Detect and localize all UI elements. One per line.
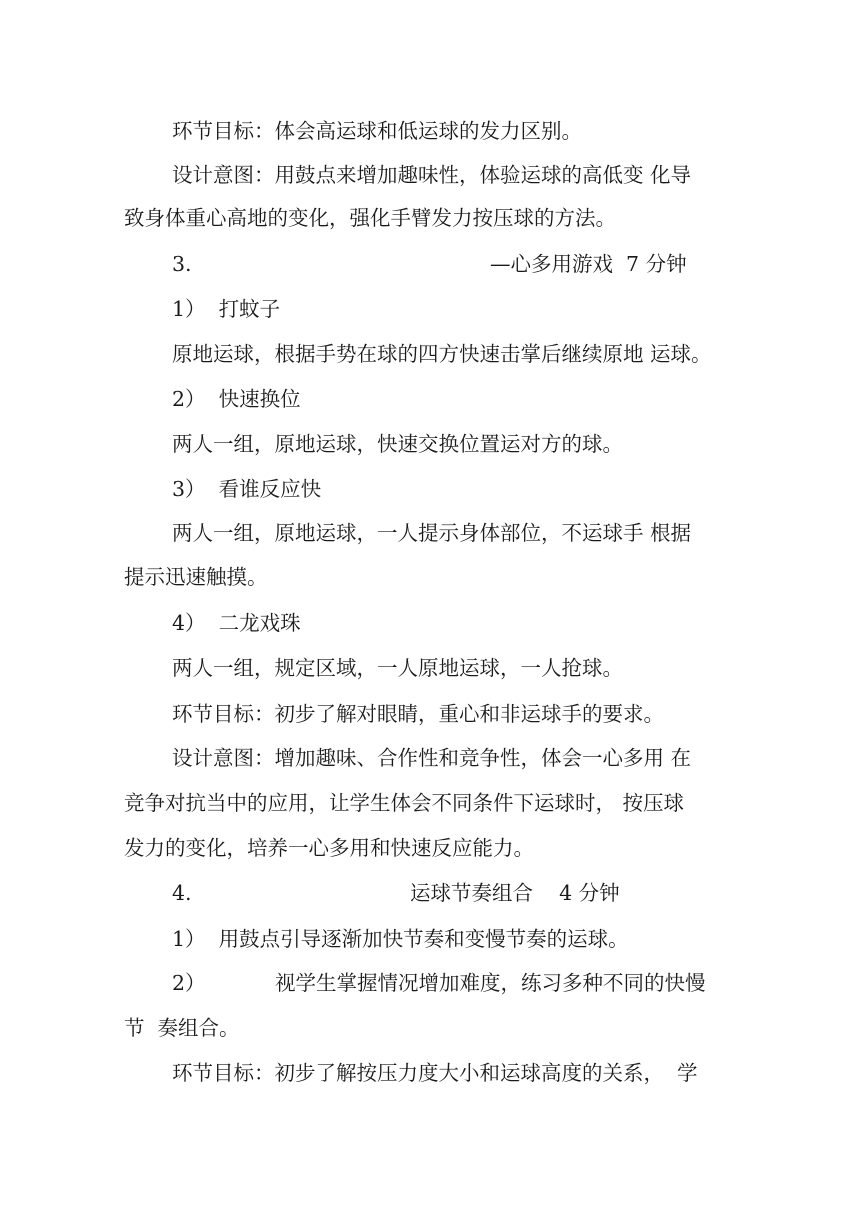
paragraph-line: 节 奏组合。 <box>124 1016 240 1040</box>
paragraph-line: 环节目标：初步了解按压力度大小和运球高度的关系， 学 <box>172 1061 698 1085</box>
paragraph-line: 环节目标：初步了解对眼睛，重心和非运球手的要求。 <box>172 702 664 726</box>
paragraph-line: 设计意图：增加趣味、合作性和竞争性，体会一心多用 在 <box>172 746 692 770</box>
paragraph-line: 设计意图：用鼓点来增加趣味性，体验运球的高低变 化导 <box>172 163 692 187</box>
list-item-heading: 4） 二龙戏珠 <box>172 611 301 635</box>
list-item-heading: 1） 用鼓点引导逐渐加快节奏和变慢节奏的运球。 <box>172 927 629 951</box>
paragraph-line: 视学生掌握情况增加难度，练习多种不同的快慢 <box>275 971 706 995</box>
paragraph-line: 发力的变化，培养一心多用和快速反应能力。 <box>124 836 534 860</box>
paragraph-line: 原地运球，根据手势在球的四方快速击掌后继续原地 运球。 <box>172 342 712 366</box>
paragraph-line: 环节目标：体会高运球和低运球的发力区别。 <box>172 119 582 143</box>
section-heading: 运球节奏组合 4 分钟 <box>410 881 620 905</box>
paragraph-line: 两人一组，原地运球，一人提示身体部位，不运球手 根据 <box>172 521 692 545</box>
list-item-number: 2） <box>172 971 206 995</box>
paragraph-line: 提示迅速触摸。 <box>124 565 268 589</box>
paragraph-line: 致身体重心高地的变化，强化手臂发力按压球的方法。 <box>124 206 616 230</box>
section-number: 3. <box>172 252 192 276</box>
list-item-heading: 1） 打蚊子 <box>172 297 281 321</box>
section-heading: —心多用游戏 7 分钟 <box>490 252 687 276</box>
section-number: 4. <box>172 881 192 905</box>
list-item-heading: 3） 看谁反应快 <box>172 477 322 501</box>
paragraph-line: 两人一组，规定区域，一人原地运球，一人抢球。 <box>172 656 623 680</box>
paragraph-line: 两人一组，原地运球，快速交换位置运对方的球。 <box>172 432 623 456</box>
paragraph-line: 竞争对抗当中的应用，让学生体会不同条件下运球时， 按压球 <box>124 791 685 815</box>
list-item-heading: 2） 快速换位 <box>172 387 301 411</box>
